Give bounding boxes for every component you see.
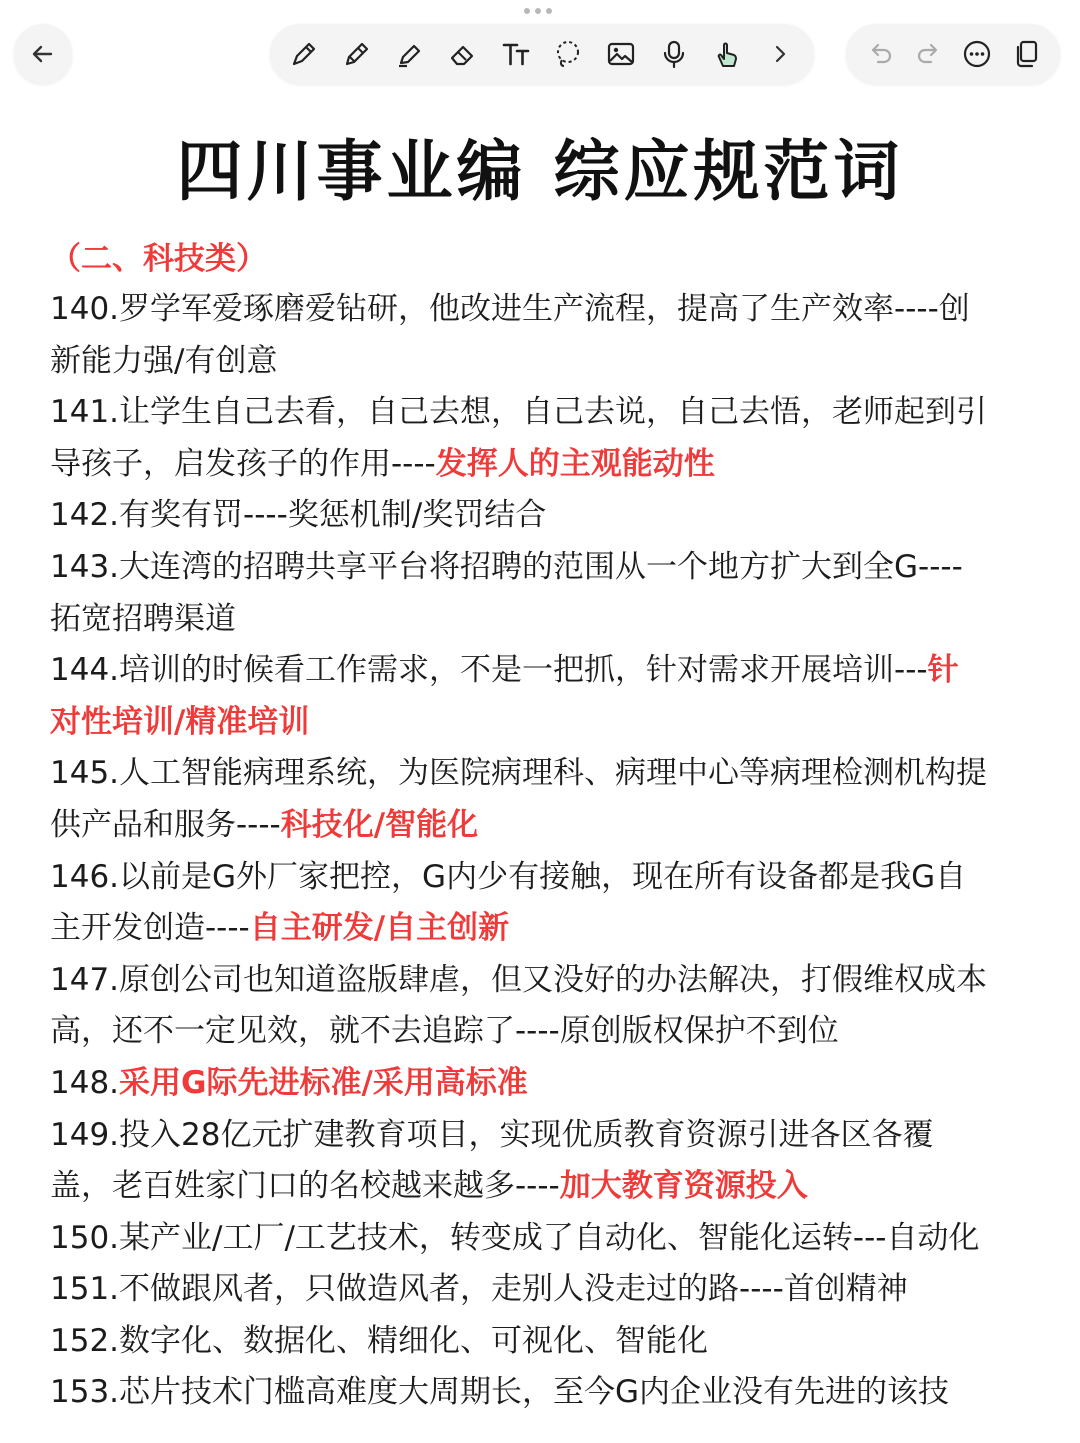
arrow-left-icon — [22, 33, 64, 75]
note-line — [50, 645, 1040, 697]
note-line — [50, 955, 1040, 1007]
line-text: 盖，老百姓家门口的名校越来越多---- — [50, 1168, 560, 1205]
more-icon[interactable] — [956, 33, 998, 75]
line-text: 144.培训的时候看工作需求，不是一把抓，针对需求开展培训--- — [50, 652, 928, 689]
highlighted-answer: 发挥人的主观能动性 — [435, 445, 715, 482]
window-grabber[interactable] — [524, 8, 552, 14]
line-text: 143.大连湾的招聘共享平台将招聘的范围从一个地方扩大到全G---- — [50, 548, 963, 585]
line-text: 147.原创公司也知道盗版肆虐，但又没好的办法解决，打假维权成本 — [50, 961, 988, 998]
chevron-right-icon[interactable] — [759, 33, 801, 75]
highlighted-answer: 自主研发/自主创新 — [249, 910, 510, 947]
note-line — [50, 490, 1040, 542]
pen-icon[interactable] — [283, 33, 325, 75]
document-actions — [846, 24, 1060, 84]
note-line — [50, 439, 1040, 491]
line-text: 146.以前是G外厂家把控，G内少有接触，现在所有设备都是我G自 — [50, 858, 967, 895]
line-text: 142.有奖有罚----奖惩机制/奖罚结合 — [50, 497, 547, 534]
highlighted-answer: 科技化/智能化 — [280, 806, 479, 843]
lasso-icon[interactable] — [547, 33, 589, 75]
note-line — [50, 800, 1040, 852]
line-text: 151.不做跟风者，只做造风者，走别人没走过的路----首创精神 — [50, 1271, 908, 1308]
eraser-icon[interactable] — [442, 33, 484, 75]
line-text: 140.罗学军爱琢磨爱钻研，他改进生产流程，提高了生产效率----创 — [50, 291, 970, 327]
note-line — [50, 284, 1040, 336]
line-text: 主开发创造---- — [50, 910, 250, 947]
highlighted-answer: 对性培训/精准培训 — [50, 703, 310, 740]
highlighted-answer: 加大教育资源投入 — [559, 1168, 808, 1205]
note-line — [50, 1110, 1040, 1162]
copy-icon[interactable] — [1005, 33, 1047, 75]
image-icon[interactable] — [600, 33, 642, 75]
pencil-icon[interactable] — [336, 33, 378, 75]
line-text: 149.投入28亿元扩建教育项目，实现优质教育资源引进各区各覆 — [50, 1116, 934, 1153]
line-text: 152.数字化、数据化、精细化、可视化、智能化 — [50, 1322, 709, 1359]
drawing-tools — [270, 24, 814, 84]
note-line — [50, 1161, 1040, 1213]
line-text: 高，还不一定见效，就不去追踪了----原创版权保护不到位 — [50, 1013, 839, 1050]
line-text: 拓宽招聘渠道 — [50, 600, 236, 637]
section-heading: （二、科技类） — [50, 241, 267, 277]
grabber-dot — [524, 8, 530, 14]
note-line — [50, 697, 1040, 749]
grabber-dot — [535, 8, 541, 14]
note-line — [50, 852, 1040, 904]
undo-icon[interactable] — [859, 33, 901, 75]
note-line — [50, 594, 1040, 646]
note-lines — [50, 284, 1040, 1419]
text-tool-icon[interactable] — [495, 33, 537, 75]
line-text: 145.人工智能病理系统，为医院病理科、病理中心等病理检测机构提 — [50, 755, 988, 792]
highlighted-answer: 采用G际先进标准/采用高标准 — [119, 1064, 528, 1101]
note-line — [50, 1367, 1040, 1419]
highlighter-icon[interactable] — [389, 33, 431, 75]
note-content[interactable] — [50, 234, 1040, 1419]
line-text: 141.让学生自己去看，自己去想，自己去说，自己去悟，老师起到引 — [50, 394, 988, 431]
note-line — [50, 748, 1040, 800]
note-line — [50, 1264, 1040, 1316]
line-text: 供产品和服务---- — [50, 806, 281, 843]
line-text: 153.芯片技术门槛高难度大周期长，至今G内企业没有先进的该技 — [50, 1374, 950, 1411]
redo-icon[interactable] — [908, 33, 950, 75]
top-toolbar — [0, 24, 1080, 86]
line-text: 新能力强/有创意 — [50, 342, 278, 379]
note-line — [50, 387, 1040, 439]
note-line — [50, 1006, 1040, 1058]
note-line — [50, 1213, 1040, 1265]
note-line — [50, 1058, 1040, 1110]
back-button[interactable] — [14, 24, 72, 84]
note-line — [50, 903, 1040, 955]
touch-pen-icon[interactable] — [706, 33, 748, 75]
grabber-dot — [546, 8, 552, 14]
highlighted-answer: 针 — [927, 652, 959, 689]
line-text: 148. — [50, 1064, 120, 1101]
microphone-icon[interactable] — [653, 33, 695, 75]
page-title: 四川事业编 综应规范词 — [176, 133, 904, 210]
line-text: 150.某产业/工厂/工艺技术，转变成了自动化、智能化运转---自动化 — [50, 1219, 980, 1256]
note-line — [50, 542, 1040, 594]
note-line — [50, 1316, 1040, 1368]
note-line — [50, 336, 1040, 388]
line-text: 导孩子，启发孩子的作用---- — [50, 445, 436, 482]
